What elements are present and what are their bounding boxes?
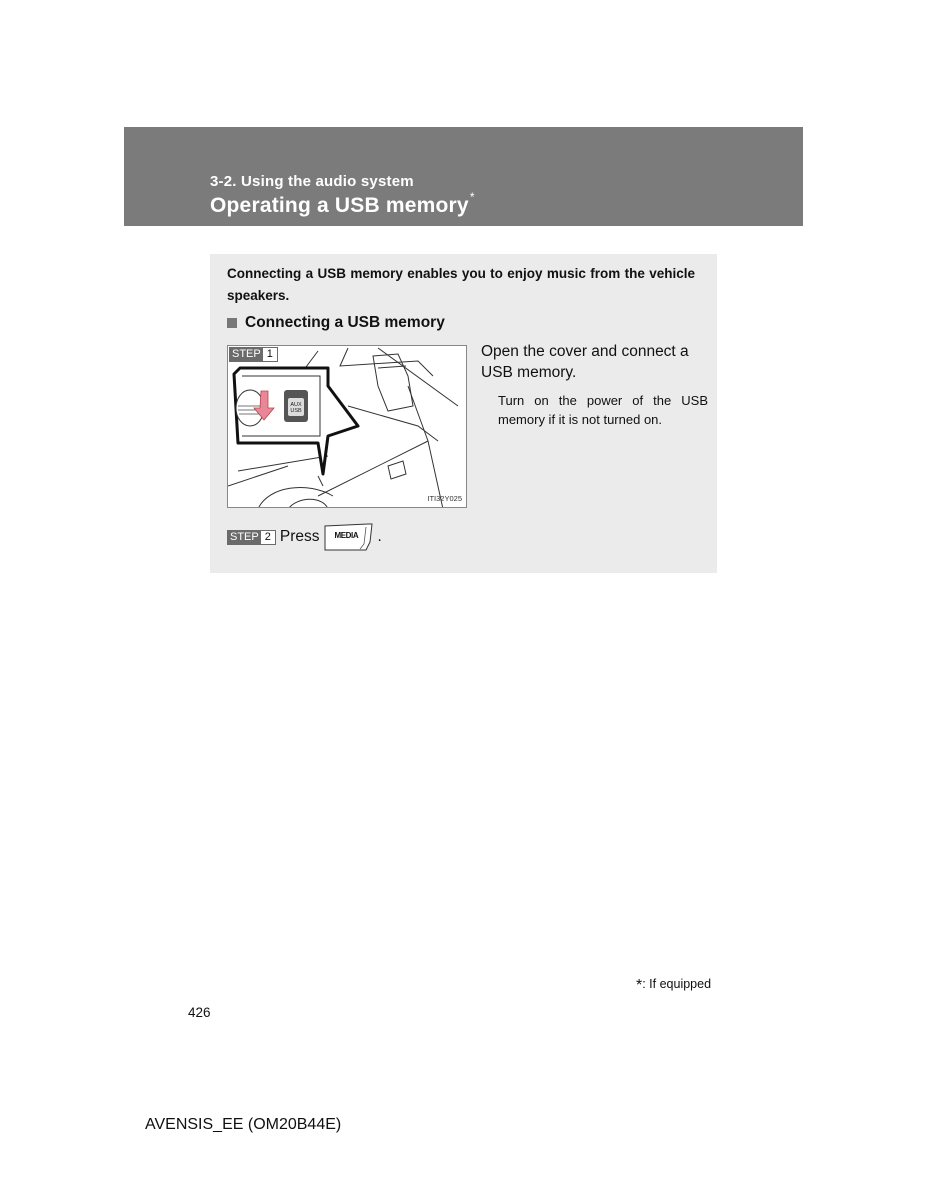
if-equipped-marker: * [469, 190, 475, 204]
step-label: STEP [230, 530, 259, 543]
step1-instruction: Open the cover and connect a USB memory. [481, 343, 689, 381]
content-box [210, 254, 717, 573]
step-number: 1 [263, 348, 277, 361]
section-label: 3-2. Using the audio system [210, 173, 414, 190]
chapter-header [124, 127, 803, 226]
footnote-text: : If equipped [642, 977, 712, 991]
svg-text:USB: USB [290, 408, 302, 414]
subheading-text: Connecting a USB memory [245, 314, 445, 331]
press-text: Press [279, 528, 320, 545]
step-number: 2 [261, 531, 275, 544]
footnote [636, 977, 711, 995]
intro-text: Connecting a USB memory enables you to enjoy music from the vehicle speakers. [227, 266, 695, 303]
step1-note: Turn on the power of the USB memory if it is not turned on. [498, 393, 708, 427]
step2-instruction [227, 522, 382, 552]
period: . [377, 528, 382, 545]
page-title-text: Operating a USB memory [210, 194, 469, 217]
svg-text:AUX: AUX [290, 402, 302, 408]
asterisk-icon: * [636, 977, 643, 994]
document-id: AVENSIS_EE (OM20B44E) [145, 1116, 342, 1133]
page-title [210, 190, 475, 218]
center-console-usb-illustration [228, 346, 467, 508]
step-2-badge [227, 530, 276, 545]
media-button-label: MEDIA [334, 531, 359, 540]
step-1-badge [229, 347, 278, 362]
media-button-icon [324, 522, 374, 552]
step1-illustration [227, 345, 467, 508]
page-number: 426 [188, 1005, 211, 1020]
square-bullet-icon [227, 318, 237, 328]
subheading [227, 314, 445, 332]
figure-id: ITI32Y025 [427, 494, 462, 503]
step-label: STEP [232, 348, 261, 360]
